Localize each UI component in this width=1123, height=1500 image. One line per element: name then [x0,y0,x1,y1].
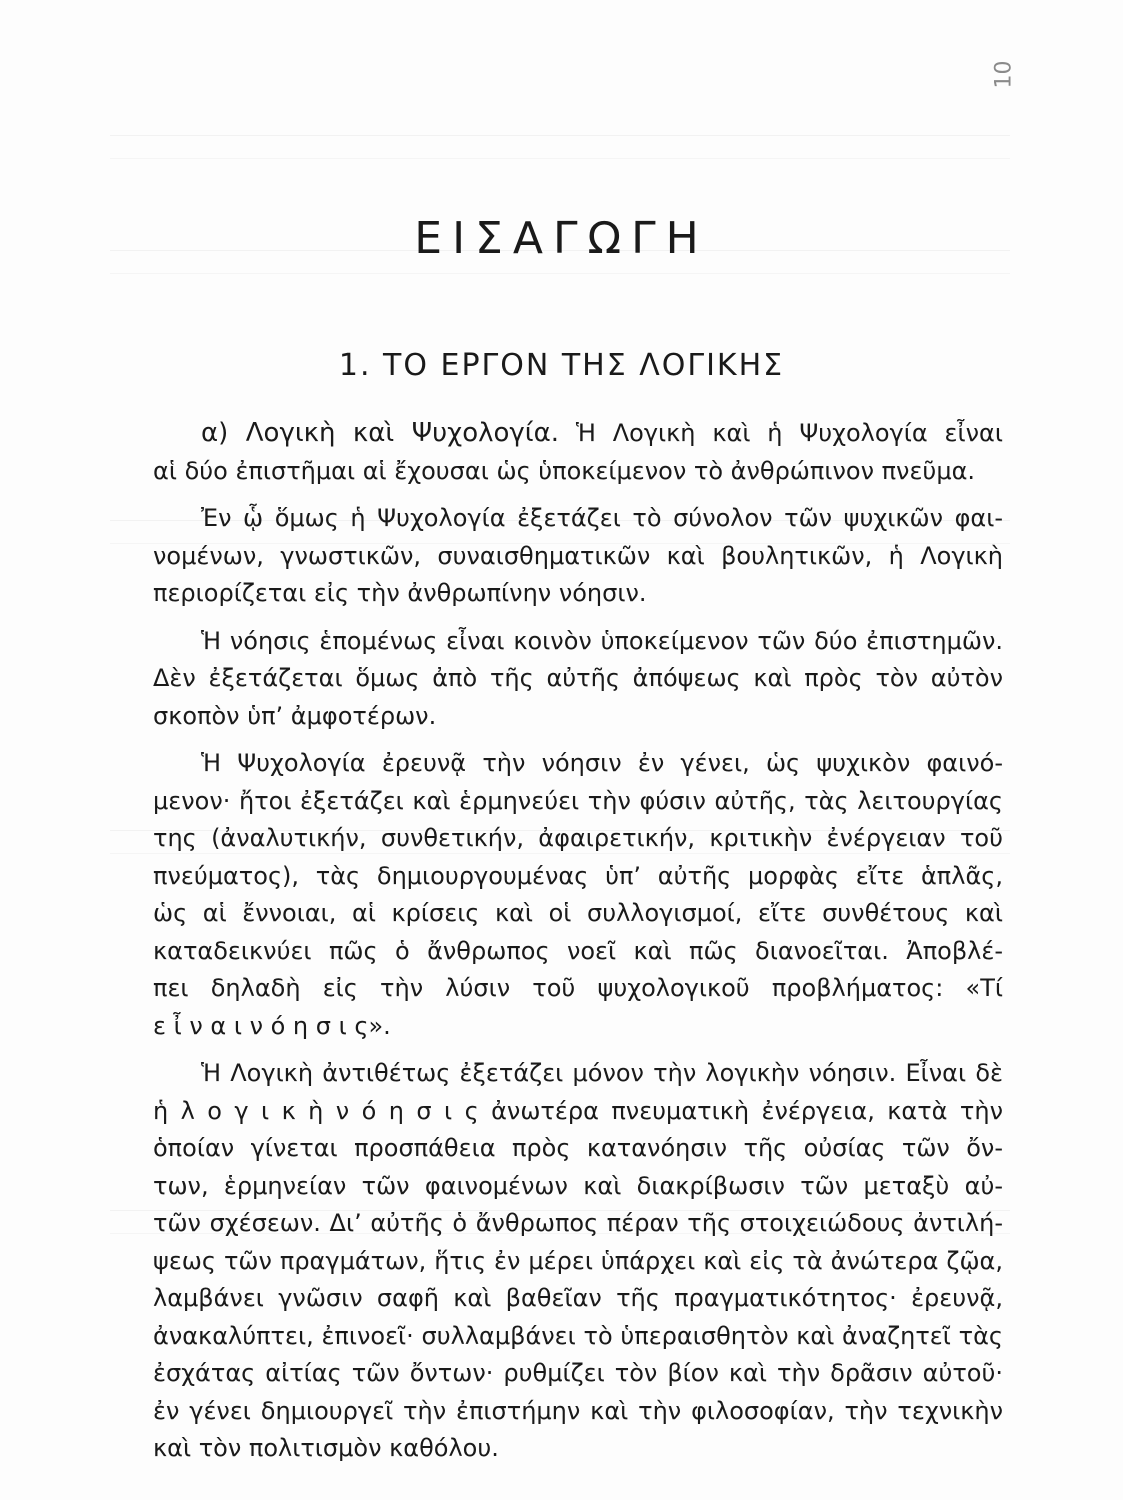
text-line: καταδεικνύει πῶς ὁ ἄνθρωπος νοεῖ καὶ πῶς διανοεῖται. Ἀποβλέ- [153,936,1003,965]
text-line: περιορίζεται εἰς τὴν ἀνθρωπίνην νόησιν. [153,579,647,607]
text-line: μενον· ἤτοι ἐξετάζει καὶ ἑρμηνεύει τὴν φύσιν αὐτῆς, τὰς λειτουργίας [153,786,1003,815]
bleed-through [110,135,1010,159]
text-line: Ἐν ᾧ ὅμως ἡ Ψυχολογία ἐξετάζει τὸ σύνολον τῶν ψυχικῶν φαι- [201,504,1003,532]
text-line: ἐσχάτας αἰτίας τῶν ὄντων· ρυθμίζει τὸν βίον καὶ τὴν δρᾶσιν αὐτοῦ· [153,1359,1003,1387]
text-line: πνεύματος), τὰς δημιουργουμένας ὑπ’ αὐτῆς μορφὰς εἴτε ἁπλᾶς, [153,861,1003,890]
text-line: των, ἑρμηνείαν τῶν φαινομένων καὶ διακρίβωσιν τῶν μεταξὺ αὐ- [153,1171,1003,1200]
chapter-title: ΕΙΣΑΓΩΓΗ [414,213,709,264]
text-line: λαμβάνει γνῶσιν σαφῆ καὶ βαθεῖαν τῆς πραγματικότητος· ἐρευνᾷ, [153,1284,1003,1312]
paragraph [153,745,1003,1045]
body-text [153,415,1003,1478]
text-line: της (ἀναλυτικήν, συνθετικήν, ἀφαιρετικήν, κριτικὴν ἐνέργειαν τοῦ [153,824,1003,852]
text-line: ἐν γένει δημιουργεῖ τὴν ἐπιστήμην καὶ τὴν φιλοσοφίαν, τὴν τεχνικὴν [153,1396,1003,1425]
text-line: αἱ δύο ἐπιστῆμαι αἱ ἔχουσαι ὡς ὑποκείμενον τὸ ἀνθρώπινον πνεῦμα. [153,456,976,485]
text-line: ὡς αἱ ἔννοιαι, αἱ κρίσεις καὶ οἱ συλλογισμοί, εἴτε συνθέτους καὶ [153,899,1003,927]
text-line: τῶν σχέσεων. Δι’ αὐτῆς ὁ ἄνθρωπος πέραν τῆς στοιχειώδους ἀντιλή- [153,1209,1003,1237]
page-number: 10 [991,60,1017,89]
text-line: πει δηλαδὴ εἰς τὴν λύσιν τοῦ ψυχολογικοῦ προβλήματος: «Τί [153,974,1003,1002]
text-line: ἀνακαλύπτει, ἐπινοεῖ· συλλαμβάνει τὸ ὑπεραισθητὸν καὶ ἀναζητεῖ τὰς [153,1321,1003,1350]
text-line: καὶ τὸν πολιτισμὸν καθόλου. [153,1434,499,1462]
text-line: Ἡ Ψυχολογία ἐρευνᾷ τὴν νόησιν ἐν γένει, ὡς ψυχικὸν φαινό- [201,749,1003,777]
text-line: νομένων, γνωστικῶν, συναισθηματικῶν καὶ βουλητικῶν, ἡ Λογικὴ [153,541,1003,570]
text-line: ὁποίαν γίνεται προσπάθεια πρὸς κατανόησιν τῆς οὐσίας τῶν ὄν- [153,1134,1003,1162]
text-line: σκοπὸν ὑπ’ ἀμφοτέρων. [153,701,437,730]
text-line: ε ἶ ν α ι ν ό η σ ι ς». [153,1011,391,1040]
paragraph [153,1055,1003,1468]
paragraph [153,623,1003,736]
text-line: Ἡ Λογικὴ ἀντιθέτως ἐξετάζει μόνον τὴν λογικὴν νόησιν. Εἶναι δὲ [201,1059,1003,1087]
text-line: Ἡ νόησις ἑπομένως εἶναι κοινὸν ὑποκείμενον τῶν δύο ἐπιστημῶν. [201,626,1003,655]
text-line: ἡ λ ο γ ι κ ὴ ν ό η σ ι ς ἀνωτέρα πνευματικὴ ἐνέργεια, κατὰ τὴν [153,1096,1003,1125]
text-line: Δὲν ἐξετάζεται ὅμως ἀπὸ τῆς αὐτῆς ἀπόψεως καὶ πρὸς τὸν αὐτὸν [153,664,1003,692]
text-line: α) Λογικὴ καὶ Ψυχολογία. Ἡ Λογικὴ καὶ ἡ Ψυχολογία εἶναι [201,418,1003,448]
subsection-label: α) Λογικὴ καὶ Ψυχολογία. [201,418,559,448]
paragraph [153,500,1003,613]
text-line: ψεως τῶν πραγμάτων, ἥτις ἐν μέρει ὑπάρχει καὶ εἰς τὰ ἀνώτερα ζῷα, [153,1246,1003,1275]
paragraph [153,415,1003,490]
section-heading: 1. ΤΟ ΕΡΓΟΝ ΤΗΣ ΛΟΓΙΚΗΣ [338,348,785,383]
